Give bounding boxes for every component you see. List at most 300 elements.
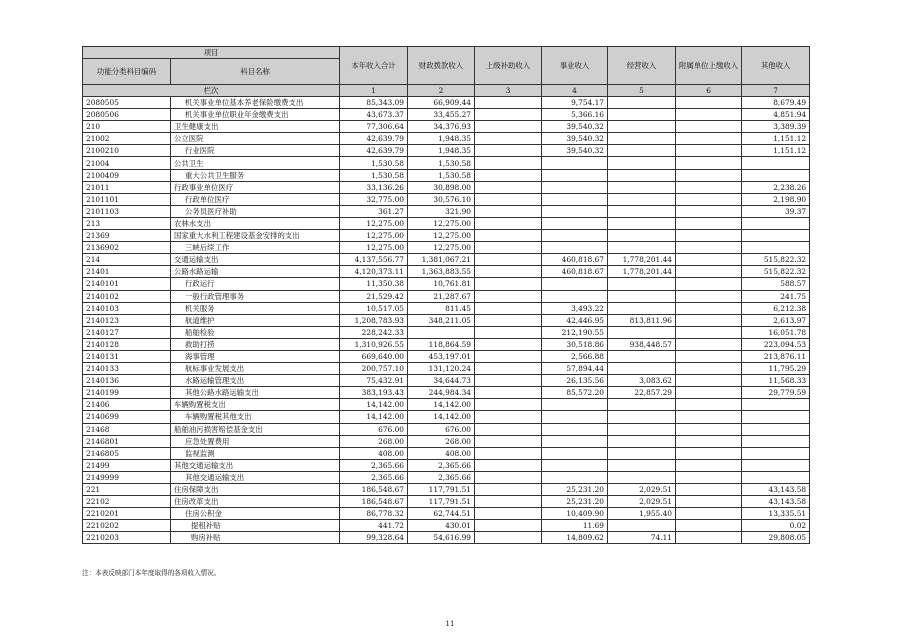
row-value: 9,754.17 — [542, 97, 608, 109]
row-value: 66,909.44 — [408, 97, 475, 109]
row-value — [676, 471, 742, 483]
row-value — [475, 471, 542, 483]
table-row — [83, 109, 810, 121]
row-value: 62,744.51 — [408, 508, 475, 520]
row-value: 813,811.96 — [608, 314, 676, 326]
row-value: 42,639.79 — [340, 145, 408, 157]
row-value: 811.45 — [408, 302, 475, 314]
row-name: 卫生健康支出 — [171, 121, 340, 133]
row-name: 船舶油污损害赔偿基金支出 — [171, 423, 340, 435]
table-row — [83, 399, 810, 411]
row-value: 33,455.27 — [408, 109, 475, 121]
row-name: 机关服务 — [171, 302, 340, 314]
row-value — [742, 423, 810, 435]
row-value — [475, 230, 542, 242]
row-code: 2136902 — [83, 242, 171, 254]
row-name: 公路水路运输 — [171, 266, 340, 278]
row-value — [608, 290, 676, 302]
row-name: 公务员医疗补助 — [171, 205, 340, 217]
row-value — [676, 496, 742, 508]
row-code: 2100409 — [83, 169, 171, 181]
header-superior-subsidy: 上级补助收入 — [475, 47, 542, 85]
row-code: 21004 — [83, 157, 171, 169]
row-value: 2,613.97 — [742, 314, 810, 326]
table-row — [83, 278, 810, 290]
row-value — [676, 121, 742, 133]
row-name: 公共卫生 — [171, 157, 340, 169]
table-row — [83, 496, 810, 508]
name-column-header: 科目名称 — [171, 59, 340, 85]
row-value: 2,365.66 — [340, 471, 408, 483]
row-code: 21499 — [83, 459, 171, 471]
row-value: 12,275.00 — [340, 242, 408, 254]
row-value — [676, 109, 742, 121]
row-value: 10,409.90 — [542, 508, 608, 520]
table-row — [83, 520, 810, 532]
row-value: 1,310,926.55 — [340, 338, 408, 350]
row-code: 2149999 — [83, 471, 171, 483]
row-value — [542, 447, 608, 459]
row-value: 1,530.58 — [340, 169, 408, 181]
row-value — [475, 242, 542, 254]
row-value — [475, 181, 542, 193]
row-value: 2,365.66 — [408, 471, 475, 483]
row-value: 10,517.05 — [340, 302, 408, 314]
row-name: 住房改革支出 — [171, 496, 340, 508]
row-value: 11,795.29 — [742, 363, 810, 375]
row-value: 244,984.34 — [408, 387, 475, 399]
row-value — [676, 145, 742, 157]
table-row — [83, 145, 810, 157]
row-value: 39,540.32 — [542, 145, 608, 157]
table-row — [83, 169, 810, 181]
row-value: 200,757.10 — [340, 363, 408, 375]
page-number: 11 — [445, 620, 455, 628]
table-row — [83, 471, 810, 483]
row-code: 2140103 — [83, 302, 171, 314]
table-row — [83, 254, 810, 266]
row-value: 2,365.66 — [340, 459, 408, 471]
row-value: 5,366.16 — [542, 109, 608, 121]
row-value — [475, 532, 542, 544]
row-value — [475, 435, 542, 447]
row-value: 4,120,373.11 — [340, 266, 408, 278]
row-value: 42,639.79 — [340, 133, 408, 145]
row-name: 农林水支出 — [171, 217, 340, 229]
row-value — [475, 97, 542, 109]
table-row — [83, 193, 810, 205]
row-value — [676, 423, 742, 435]
table-row — [83, 242, 810, 254]
row-code: 2140123 — [83, 314, 171, 326]
table-row — [83, 375, 810, 387]
row-value: 32,775.00 — [340, 193, 408, 205]
row-name: 一般行政管理事务 — [171, 290, 340, 302]
row-value — [676, 217, 742, 229]
row-value: 460,818.67 — [542, 254, 608, 266]
row-value: 1,955.40 — [608, 508, 676, 520]
row-value — [676, 278, 742, 290]
header-fiscal-appropriation: 财政拨款收入 — [408, 47, 475, 85]
row-value — [608, 411, 676, 423]
row-value — [608, 97, 676, 109]
header-business-income: 事业收入 — [542, 47, 608, 85]
row-value: 348,211.05 — [408, 314, 475, 326]
row-value: 212,190.55 — [542, 326, 608, 338]
row-value — [475, 266, 542, 278]
row-value — [542, 290, 608, 302]
row-value: 515,822.32 — [742, 254, 810, 266]
row-code: 2140699 — [83, 411, 171, 423]
row-value — [608, 363, 676, 375]
row-value — [676, 508, 742, 520]
row-value: 117,791.51 — [408, 496, 475, 508]
code-column-header: 功能分类科目编码 — [83, 59, 171, 85]
row-value — [608, 471, 676, 483]
row-value: 3,493.22 — [542, 302, 608, 314]
row-value: 14,142.00 — [408, 411, 475, 423]
row-value: 99,328.64 — [340, 532, 408, 544]
row-value: 29,779.59 — [742, 387, 810, 399]
row-value — [475, 350, 542, 362]
row-value: 4,851.94 — [742, 109, 810, 121]
row-name: 行政运行 — [171, 278, 340, 290]
row-value: 22,857.29 — [608, 387, 676, 399]
row-value — [542, 193, 608, 205]
row-value: 441.72 — [340, 520, 408, 532]
table-row — [83, 157, 810, 169]
row-value: 39.37 — [742, 205, 810, 217]
row-value — [676, 338, 742, 350]
row-name: 救助打捞 — [171, 338, 340, 350]
row-value — [475, 205, 542, 217]
row-value: 223,094.53 — [742, 338, 810, 350]
row-value: 430.01 — [408, 520, 475, 532]
row-value — [676, 411, 742, 423]
table-row — [83, 230, 810, 242]
row-code: 213 — [83, 217, 171, 229]
row-value: 6,212.38 — [742, 302, 810, 314]
row-value — [475, 314, 542, 326]
row-name: 其他交通运输支出 — [171, 459, 340, 471]
row-value: 361.27 — [340, 205, 408, 217]
row-value — [676, 532, 742, 544]
row-value: 1,151.12 — [742, 133, 810, 145]
row-value — [542, 435, 608, 447]
row-value: 4,137,556.77 — [340, 254, 408, 266]
row-value: 676.00 — [340, 423, 408, 435]
column-number: 4 — [542, 85, 608, 97]
row-value — [676, 266, 742, 278]
row-value — [608, 242, 676, 254]
row-value — [475, 133, 542, 145]
row-value: 39,540.32 — [542, 121, 608, 133]
row-value: 34,376.93 — [408, 121, 475, 133]
row-name: 应急处置费用 — [171, 435, 340, 447]
row-name: 船舶检验 — [171, 326, 340, 338]
row-value — [676, 290, 742, 302]
row-value — [676, 205, 742, 217]
table-row — [83, 97, 810, 109]
row-value: 75,432.91 — [340, 375, 408, 387]
row-code: 2080506 — [83, 109, 171, 121]
row-value — [542, 471, 608, 483]
row-value — [608, 447, 676, 459]
column-number: 2 — [408, 85, 475, 97]
row-code: 2140199 — [83, 387, 171, 399]
row-value — [742, 447, 810, 459]
row-value — [676, 326, 742, 338]
row-value: 12,275.00 — [408, 242, 475, 254]
row-value — [542, 242, 608, 254]
row-code: 221 — [83, 484, 171, 496]
row-name: 重大公共卫生服务 — [171, 169, 340, 181]
row-value: 460,818.67 — [542, 266, 608, 278]
row-value — [676, 157, 742, 169]
row-value: 25,231.20 — [542, 484, 608, 496]
row-value: 0.02 — [742, 520, 810, 532]
row-value — [475, 496, 542, 508]
row-value: 2,238.26 — [742, 181, 810, 193]
row-value: 14,142.00 — [408, 399, 475, 411]
row-value — [676, 230, 742, 242]
row-value — [608, 133, 676, 145]
row-name: 机关事业单位基本养老保险缴费支出 — [171, 97, 340, 109]
row-value — [475, 375, 542, 387]
row-value: 85,572.20 — [542, 387, 608, 399]
row-value: 11.69 — [542, 520, 608, 532]
header-total-income: 本年收入合计 — [340, 47, 408, 85]
row-value — [742, 217, 810, 229]
column-number: 1 — [340, 85, 408, 97]
row-value: 85,343.09 — [340, 97, 408, 109]
row-code: 2146805 — [83, 447, 171, 459]
table-row — [83, 266, 810, 278]
row-value — [676, 242, 742, 254]
row-code: 21401 — [83, 266, 171, 278]
row-name: 车辆购置税支出 — [171, 399, 340, 411]
row-code: 214 — [83, 254, 171, 266]
row-code: 2140133 — [83, 363, 171, 375]
row-value: 1,778,201.44 — [608, 254, 676, 266]
row-value: 42,446.95 — [542, 314, 608, 326]
row-value — [475, 121, 542, 133]
row-value — [608, 121, 676, 133]
row-value: 588.57 — [742, 278, 810, 290]
table-body — [83, 97, 810, 544]
row-value — [542, 181, 608, 193]
row-name: 交通运输支出 — [171, 254, 340, 266]
row-value: 12,275.00 — [408, 230, 475, 242]
row-value: 12,275.00 — [340, 230, 408, 242]
row-value — [475, 193, 542, 205]
row-code: 2140131 — [83, 350, 171, 362]
row-value: 13,335.51 — [742, 508, 810, 520]
table-row — [83, 290, 810, 302]
row-value — [608, 278, 676, 290]
row-value: 25,231.20 — [542, 496, 608, 508]
row-value: 383,193.43 — [340, 387, 408, 399]
row-name: 行政单位医疗 — [171, 193, 340, 205]
row-value: 213,876.11 — [742, 350, 810, 362]
row-value — [542, 411, 608, 423]
row-value — [608, 181, 676, 193]
row-value — [475, 169, 542, 181]
row-name: 行业医院 — [171, 145, 340, 157]
row-code: 2101101 — [83, 193, 171, 205]
row-code: 2140127 — [83, 326, 171, 338]
row-value — [676, 447, 742, 459]
row-value — [542, 230, 608, 242]
row-value — [542, 217, 608, 229]
row-code: 2210202 — [83, 520, 171, 532]
row-value — [475, 423, 542, 435]
row-code: 21011 — [83, 181, 171, 193]
row-value — [676, 399, 742, 411]
row-value — [542, 423, 608, 435]
row-value: 21,287.67 — [408, 290, 475, 302]
row-name: 机关事业单位职业年金缴费支出 — [171, 109, 340, 121]
row-value — [475, 508, 542, 520]
row-value — [608, 230, 676, 242]
row-label-header: 栏次 — [83, 85, 340, 97]
project-header: 项目 — [83, 47, 340, 59]
row-value — [608, 435, 676, 447]
row-value: 1,381,067.21 — [408, 254, 475, 266]
row-value — [676, 350, 742, 362]
table-row — [83, 423, 810, 435]
row-code: 22102 — [83, 496, 171, 508]
row-value — [542, 459, 608, 471]
row-code: 2140136 — [83, 375, 171, 387]
row-value: 11,350.38 — [340, 278, 408, 290]
row-value: 43,143.58 — [742, 484, 810, 496]
row-value: 26,135.56 — [542, 375, 608, 387]
row-value — [475, 254, 542, 266]
table-row — [83, 363, 810, 375]
row-value: 228,242.33 — [340, 326, 408, 338]
row-code: 21468 — [83, 423, 171, 435]
row-value — [408, 326, 475, 338]
table-row — [83, 326, 810, 338]
row-name: 其他交通运输支出 — [171, 471, 340, 483]
row-value: 29,808.05 — [742, 532, 810, 544]
table-row — [83, 205, 810, 217]
row-value: 241.75 — [742, 290, 810, 302]
row-value: 77,306.64 — [340, 121, 408, 133]
row-value: 938,448.57 — [608, 338, 676, 350]
row-code: 2101103 — [83, 205, 171, 217]
table-row — [83, 484, 810, 496]
row-value — [475, 399, 542, 411]
row-value: 14,142.00 — [340, 399, 408, 411]
table-row — [83, 350, 810, 362]
row-value — [742, 411, 810, 423]
column-number: 3 — [475, 85, 542, 97]
row-value: 1,363,883.55 — [408, 266, 475, 278]
row-value — [742, 157, 810, 169]
row-code: 210 — [83, 121, 171, 133]
row-code: 2146801 — [83, 435, 171, 447]
row-name: 海事管理 — [171, 350, 340, 362]
row-value — [676, 254, 742, 266]
row-value: 74.11 — [608, 532, 676, 544]
row-value: 3,389.39 — [742, 121, 810, 133]
row-value: 33,136.26 — [340, 181, 408, 193]
row-value: 408.00 — [408, 447, 475, 459]
row-name: 行政事业单位医疗 — [171, 181, 340, 193]
row-value: 30,576.10 — [408, 193, 475, 205]
row-value — [676, 435, 742, 447]
table-row — [83, 314, 810, 326]
row-value: 186,548.67 — [340, 496, 408, 508]
row-name: 其他公路水路运输支出 — [171, 387, 340, 399]
row-value: 2,029.51 — [608, 496, 676, 508]
row-value: 10,761.81 — [408, 278, 475, 290]
row-name: 车辆购置税其他支出 — [171, 411, 340, 423]
row-code: 2210201 — [83, 508, 171, 520]
table-row — [83, 217, 810, 229]
row-value: 39,540.32 — [542, 133, 608, 145]
row-value: 1,778,201.44 — [608, 266, 676, 278]
row-value: 1,530.58 — [340, 157, 408, 169]
row-name: 住房公积金 — [171, 508, 340, 520]
row-value — [608, 459, 676, 471]
row-value — [676, 97, 742, 109]
row-value — [676, 363, 742, 375]
row-value — [542, 169, 608, 181]
row-value: 118,864.59 — [408, 338, 475, 350]
row-value: 14,142.00 — [340, 411, 408, 423]
row-value — [475, 217, 542, 229]
row-value: 43,673.37 — [340, 109, 408, 121]
row-code: 2080505 — [83, 97, 171, 109]
table-row — [83, 447, 810, 459]
table-row — [83, 532, 810, 544]
row-value — [608, 423, 676, 435]
row-value — [475, 459, 542, 471]
row-value: 43,143.58 — [742, 496, 810, 508]
row-value — [608, 145, 676, 157]
row-value: 14,809.62 — [542, 532, 608, 544]
row-name: 航道维护 — [171, 314, 340, 326]
row-value — [742, 435, 810, 447]
table-row — [83, 302, 810, 314]
row-value: 16,051.78 — [742, 326, 810, 338]
table-row — [83, 387, 810, 399]
row-value: 34,644.73 — [408, 375, 475, 387]
row-value — [676, 314, 742, 326]
row-value — [542, 157, 608, 169]
row-value — [475, 302, 542, 314]
row-value: 321.90 — [408, 205, 475, 217]
row-name: 国家重大水利工程建设基金安排的支出 — [171, 230, 340, 242]
row-value — [542, 205, 608, 217]
row-value: 11,568.33 — [742, 375, 810, 387]
row-value — [676, 459, 742, 471]
row-name: 住房保障支出 — [171, 484, 340, 496]
row-value — [676, 133, 742, 145]
table-row — [83, 411, 810, 423]
header-operating-income: 经营收入 — [608, 47, 676, 85]
row-value: 2,566.88 — [542, 350, 608, 362]
row-value: 268.00 — [408, 435, 475, 447]
row-name: 航标事业发展支出 — [171, 363, 340, 375]
row-value: 453,197.01 — [408, 350, 475, 362]
row-value: 1,151.12 — [742, 145, 810, 157]
row-value: 676.00 — [408, 423, 475, 435]
row-value — [608, 157, 676, 169]
